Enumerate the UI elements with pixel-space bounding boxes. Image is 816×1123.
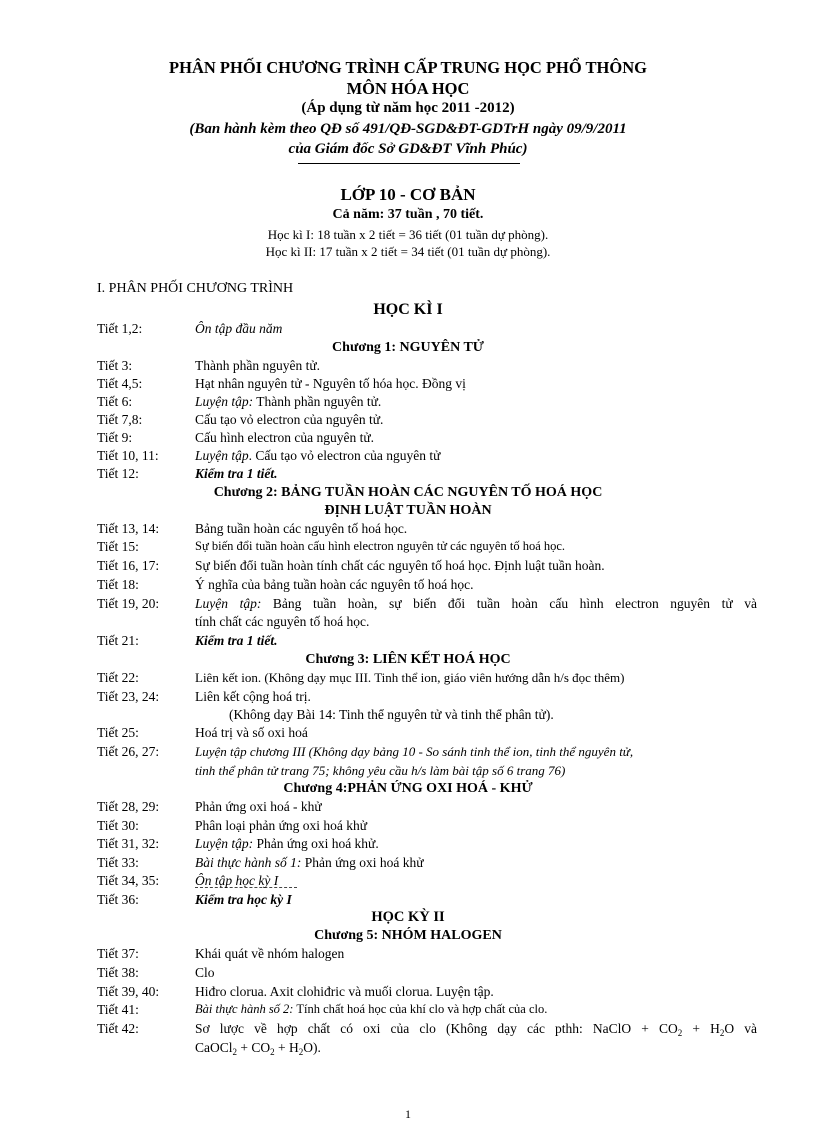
- lesson-row: [97, 321, 757, 339]
- lesson-row: [97, 892, 757, 910]
- lesson-number: Tiết 16, 17:: [97, 558, 160, 573]
- lesson-row: [97, 466, 757, 484]
- chapter-1-title: Chương 1: NGUYÊN TỬ: [332, 340, 484, 355]
- formula-text: CaOCl: [195, 1040, 233, 1055]
- lesson-number: Tiết 15:: [97, 539, 139, 554]
- lesson-number: Tiết 10, 11:: [97, 448, 159, 463]
- lesson-note: (Không dạy Bài 14: Tinh thể nguyên tử và tinh thể phân tử).: [229, 707, 554, 722]
- lesson-content: Bảng tuần hoàn các nguyên tố hoá học.: [195, 521, 408, 536]
- lesson-number: Tiết 26, 27:: [97, 744, 160, 759]
- chapter-2-title-line2: ĐỊNH LUẬT TUẦN HOÀN: [324, 503, 492, 518]
- lesson-number: Tiết 25:: [97, 725, 139, 740]
- subject-title: MÔN HÓA HỌC: [346, 79, 470, 98]
- lesson-type: Luyện tập:: [195, 596, 262, 611]
- lesson-number: Tiết 1,2:: [97, 321, 143, 336]
- section-title: I. PHÂN PHỐI CHƯƠNG TRÌNH: [97, 281, 294, 296]
- lesson-type: Bài thực hành số 1:: [195, 855, 302, 870]
- lesson-row: [97, 596, 757, 614]
- lesson-row: [97, 358, 757, 376]
- lesson-number: Tiết 39, 40:: [97, 984, 160, 999]
- lesson-row: [97, 539, 757, 557]
- lesson-number: Tiết 6:: [97, 394, 133, 409]
- lesson-number: Tiết 13, 14:: [97, 521, 160, 536]
- lesson-content: Ôn tập học kỳ I: [195, 873, 279, 888]
- lesson-number: Tiết 31, 32:: [97, 836, 160, 851]
- lesson-number: Tiết 12:: [97, 466, 139, 481]
- lesson-content: Hạt nhân nguyên tử - Nguyên tố hóa học. Đồng vị: [195, 376, 466, 391]
- lesson-content: Sự biến đổi tuần hoàn cấu hình electron nguyên tử các nguyên tố hoá học.: [195, 539, 566, 553]
- lesson-text: Thành phần nguyên tử.: [253, 394, 382, 409]
- lesson-content: Cấu hình electron của nguyên tử.: [195, 430, 375, 445]
- lesson-text: + H: [682, 1021, 720, 1036]
- lesson-number: Tiết 9:: [97, 430, 133, 445]
- formula-text: + H: [274, 1040, 299, 1055]
- lesson-row: [97, 818, 757, 836]
- lesson-content: Phản ứng oxi hoá - khử: [195, 799, 322, 814]
- lesson-row: [97, 558, 757, 576]
- lesson-text: Tính chất hoá học của khí clo và hợp chất của clo.: [293, 1002, 548, 1016]
- lesson-row: [97, 855, 757, 873]
- lesson-number: Tiết 34, 35:: [97, 873, 160, 888]
- lesson-text: . Cấu tạo vỏ electron của nguyên tử: [248, 448, 441, 463]
- formula-text: + CO: [237, 1040, 271, 1055]
- lesson-content: [195, 1021, 757, 1037]
- lesson-row: [97, 376, 757, 394]
- applied-year: (Áp dụng từ năm học 2011 -2012): [301, 100, 515, 116]
- lesson-row: [97, 1021, 757, 1039]
- lesson-content: Kiểm tra học kỳ I: [195, 892, 292, 907]
- subscript: 2: [677, 1028, 683, 1038]
- lesson-content: Kiểm tra 1 tiết.: [195, 466, 278, 481]
- document-title: PHÂN PHỐI CHƯƠNG TRÌNH CẤP TRUNG HỌC PHỔ THÔNG: [169, 58, 647, 77]
- lesson-row: [97, 836, 757, 854]
- lesson-row: [97, 689, 757, 707]
- lesson-row: [97, 1002, 757, 1020]
- lesson-number: Tiết 33:: [97, 855, 139, 870]
- lesson-type: Luyện tập:: [195, 836, 254, 851]
- lesson-content: Liên kết ion. (Không dạy mục III. Tinh thể ion, giáo viên hướng dẫn h/s đọc thêm): [195, 670, 625, 685]
- issued-by-line1: (Ban hành kèm theo QĐ số 491/QĐ-SGD&ĐT-GDTrH ngày 09/9/2011: [189, 121, 627, 137]
- lesson-content: Liên kết cộng hoá trị.: [195, 689, 311, 704]
- lesson-content: Sự biến đổi tuần hoàn tính chất các nguyên tố hoá học. Định luật tuần hoàn.: [195, 558, 605, 573]
- lesson-continuation: tinh thể phân tử trang 75; không yêu cầu h/s làm bài tập số 6 trang 76): [195, 763, 566, 778]
- grade-title: LỚP 10 - CƠ BẢN: [340, 185, 476, 204]
- lesson-number: Tiết 42:: [97, 1021, 139, 1036]
- lesson-content: Kiểm tra 1 tiết.: [195, 633, 278, 648]
- lesson-row: [97, 799, 757, 817]
- lesson-content: [195, 855, 757, 871]
- subscript: 2: [298, 1047, 304, 1057]
- lesson-row: [97, 394, 757, 412]
- page-number: 1: [405, 1107, 411, 1121]
- lesson-number: Tiết 4,5:: [97, 376, 143, 391]
- chapter-2-title-line1: Chương 2: BẢNG TUẦN HOÀN CÁC NGUYÊN TỐ HOÁ HỌC: [213, 485, 603, 500]
- lesson-number: Tiết 23, 24:: [97, 689, 160, 704]
- formula-text: O).: [303, 1040, 321, 1055]
- term1-title: HỌC KÌ I: [373, 301, 443, 318]
- lesson-type: Bài thực hành số 2:: [195, 1002, 294, 1016]
- lesson-text: O và: [724, 1021, 757, 1036]
- issued-by-line2: của Giám đốc Sở GD&ĐT Vĩnh Phúc): [288, 141, 528, 157]
- lesson-text: Phản ứng oxi hoá khử: [301, 855, 424, 870]
- term2-summary: Học kì II: 17 tuần x 2 tiết = 34 tiết (01 tuần dự phòng).: [265, 244, 551, 259]
- lesson-row: [97, 946, 757, 964]
- lesson-content: [195, 394, 757, 410]
- lesson-content: [195, 448, 757, 464]
- lesson-text: Phản ứng oxi hoá khử.: [253, 836, 379, 851]
- lesson-number: Tiết 30:: [97, 818, 139, 833]
- lesson-number: Tiết 18:: [97, 577, 139, 592]
- lesson-type: Luyện tập: [195, 448, 249, 463]
- header-divider: [298, 163, 520, 164]
- lesson-row: [97, 873, 757, 891]
- term2-title: HỌC KỲ II: [371, 909, 445, 925]
- lesson-row: [97, 521, 757, 539]
- lesson-number: Tiết 36:: [97, 892, 139, 907]
- lesson-continuation: tính chất các nguyên tố hoá học.: [195, 614, 370, 629]
- lesson-row: [97, 430, 757, 448]
- subscript: 2: [270, 1047, 275, 1057]
- lesson-content: Khái quát về nhóm halogen: [195, 946, 345, 961]
- chapter-3-title: Chương 3: LIÊN KẾT HOÁ HỌC: [305, 652, 511, 667]
- subscript: 2: [719, 1028, 725, 1038]
- lesson-content: Ý nghĩa của bảng tuần hoàn các nguyên tố hoá học.: [195, 577, 474, 592]
- lesson-text: Bảng tuần hoàn, sự biến đổi tuần hoàn cấu hình electron nguyên tử và: [261, 596, 757, 611]
- lesson-content: Thành phần nguyên tử.: [195, 358, 321, 373]
- lesson-content: Clo: [195, 965, 215, 980]
- lesson-row: [97, 577, 757, 595]
- lesson-number: Tiết 21:: [97, 633, 139, 648]
- lesson-number: Tiết 3:: [97, 358, 133, 373]
- lesson-content: Cấu tạo vỏ electron của nguyên tử.: [195, 412, 384, 427]
- lesson-content: Hiđro clorua. Axit clohiđric và muối clorua. Luyện tập.: [195, 984, 494, 999]
- lesson-number: Tiết 41:: [97, 1002, 139, 1017]
- lesson-row: [97, 633, 757, 651]
- lesson-number: Tiết 19, 20:: [97, 596, 160, 611]
- lesson-row: [97, 448, 757, 466]
- lesson-number: Tiết 28, 29:: [97, 799, 160, 814]
- chapter-5-title: Chương 5: NHÓM HALOGEN: [314, 928, 502, 943]
- lesson-number: Tiết 22:: [97, 670, 139, 685]
- lesson-content: Phân loại phản ứng oxi hoá khử: [195, 818, 368, 833]
- lesson-row: [97, 670, 757, 688]
- lesson-number: Tiết 7,8:: [97, 412, 143, 427]
- lesson-type: Luyện tập:: [195, 394, 254, 409]
- term1-summary: Học kì I: 18 tuần x 2 tiết = 36 tiết (01 tuần dự phòng).: [267, 227, 549, 242]
- lesson-row: [97, 984, 757, 1002]
- lesson-row: [97, 412, 757, 430]
- year-total: Cả năm: 37 tuần , 70 tiết.: [332, 207, 484, 222]
- lesson-row: [97, 965, 757, 983]
- lesson-row: [97, 744, 757, 762]
- lesson-content: [195, 596, 757, 612]
- lesson-content: Ôn tập đầu năm: [195, 321, 283, 336]
- lesson-number: Tiết 38:: [97, 965, 139, 980]
- lesson-content: Luyện tập chương III (Không dạy bảng 10 - So sánh tinh thể ion, tinh thể nguyên tử,: [195, 744, 634, 759]
- lesson-number: Tiết 37:: [97, 946, 139, 961]
- lesson-row: [97, 725, 757, 743]
- lesson-content: Hoá trị và số oxi hoá: [195, 725, 308, 740]
- lesson-continuation: [195, 1040, 757, 1056]
- lesson-content: [195, 836, 757, 852]
- lesson-content: [195, 1002, 757, 1017]
- subscript: 2: [232, 1047, 238, 1057]
- chapter-4-title: Chương 4:PHẢN ỨNG OXI HOÁ - KHỬ: [283, 781, 533, 796]
- lesson-text: Sơ lược về hợp chất có oxi của clo (Không dạy các pthh: NaClO + CO: [195, 1021, 678, 1036]
